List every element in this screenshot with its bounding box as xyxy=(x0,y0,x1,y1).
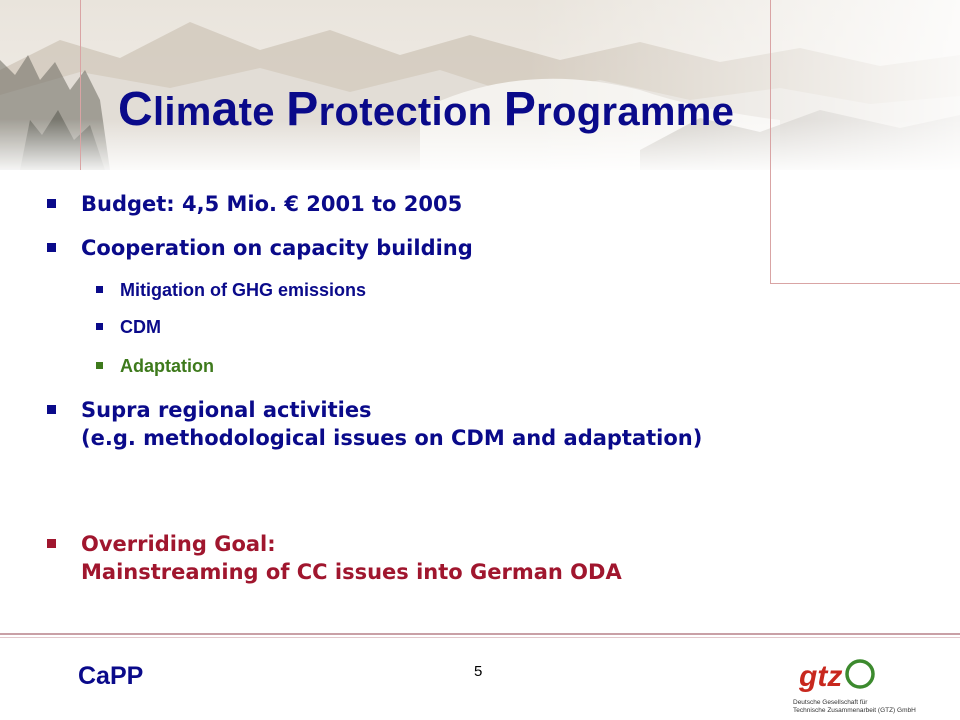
footer-divider-thin xyxy=(0,637,960,638)
bullet-supra-regional xyxy=(47,396,702,452)
logo-caption-line: Technische Zusammenarbeit (GTZ) GmbH xyxy=(793,706,916,714)
square-bullet-icon xyxy=(47,539,56,548)
bullet-budget xyxy=(47,190,462,218)
logo-wordmark: gtz xyxy=(799,660,843,693)
square-bullet-icon xyxy=(96,362,103,369)
bullet-line: Mainstreaming of CC issues into German ODA xyxy=(81,560,622,584)
bullet-text xyxy=(81,396,702,452)
footer-divider xyxy=(0,633,960,635)
title-part: rogramme xyxy=(536,90,735,134)
square-bullet-icon xyxy=(96,323,103,330)
bullet-overriding-goal xyxy=(47,530,622,586)
bullet-text xyxy=(81,530,622,586)
square-bullet-icon xyxy=(47,199,56,208)
page-number: 5 xyxy=(474,663,483,680)
square-bullet-icon xyxy=(96,286,103,293)
gtz-logo xyxy=(793,652,943,712)
bullet-line: Overriding Goal: xyxy=(81,532,276,556)
title-part: lim xyxy=(152,90,212,134)
title-part: a xyxy=(211,83,239,136)
title-part: C xyxy=(118,83,153,136)
subbullet-text: CDM xyxy=(120,317,161,337)
subbullet-cdm xyxy=(96,316,161,338)
title-part: P xyxy=(503,83,537,136)
gtz-logo-icon xyxy=(798,652,878,698)
square-bullet-icon xyxy=(47,243,56,252)
bullet-line: (e.g. methodological issues on CDM and adaptation) xyxy=(81,426,703,450)
subbullet-mitigation xyxy=(96,279,366,301)
logo-caption xyxy=(793,699,943,714)
footer-project-label: CaPP xyxy=(78,662,144,690)
bullet-text: Budget: 4,5 Mio. € 2001 to 2005 xyxy=(81,192,463,216)
title-part: te xyxy=(238,90,287,134)
title-part: P xyxy=(286,83,319,136)
logo-caption-line: Deutsche Gesellschaft für xyxy=(793,699,868,706)
subbullet-text: Mitigation of GHG emissions xyxy=(120,280,367,300)
square-bullet-icon xyxy=(47,405,56,414)
subbullet-adaptation xyxy=(96,355,214,377)
bullet-cooperation xyxy=(47,234,473,262)
bullet-text: Cooperation on capacity building xyxy=(81,236,473,260)
title-part: rotection xyxy=(318,90,504,134)
subbullet-text: Adaptation xyxy=(120,356,214,376)
bullet-line: Supra regional activities xyxy=(81,398,372,422)
